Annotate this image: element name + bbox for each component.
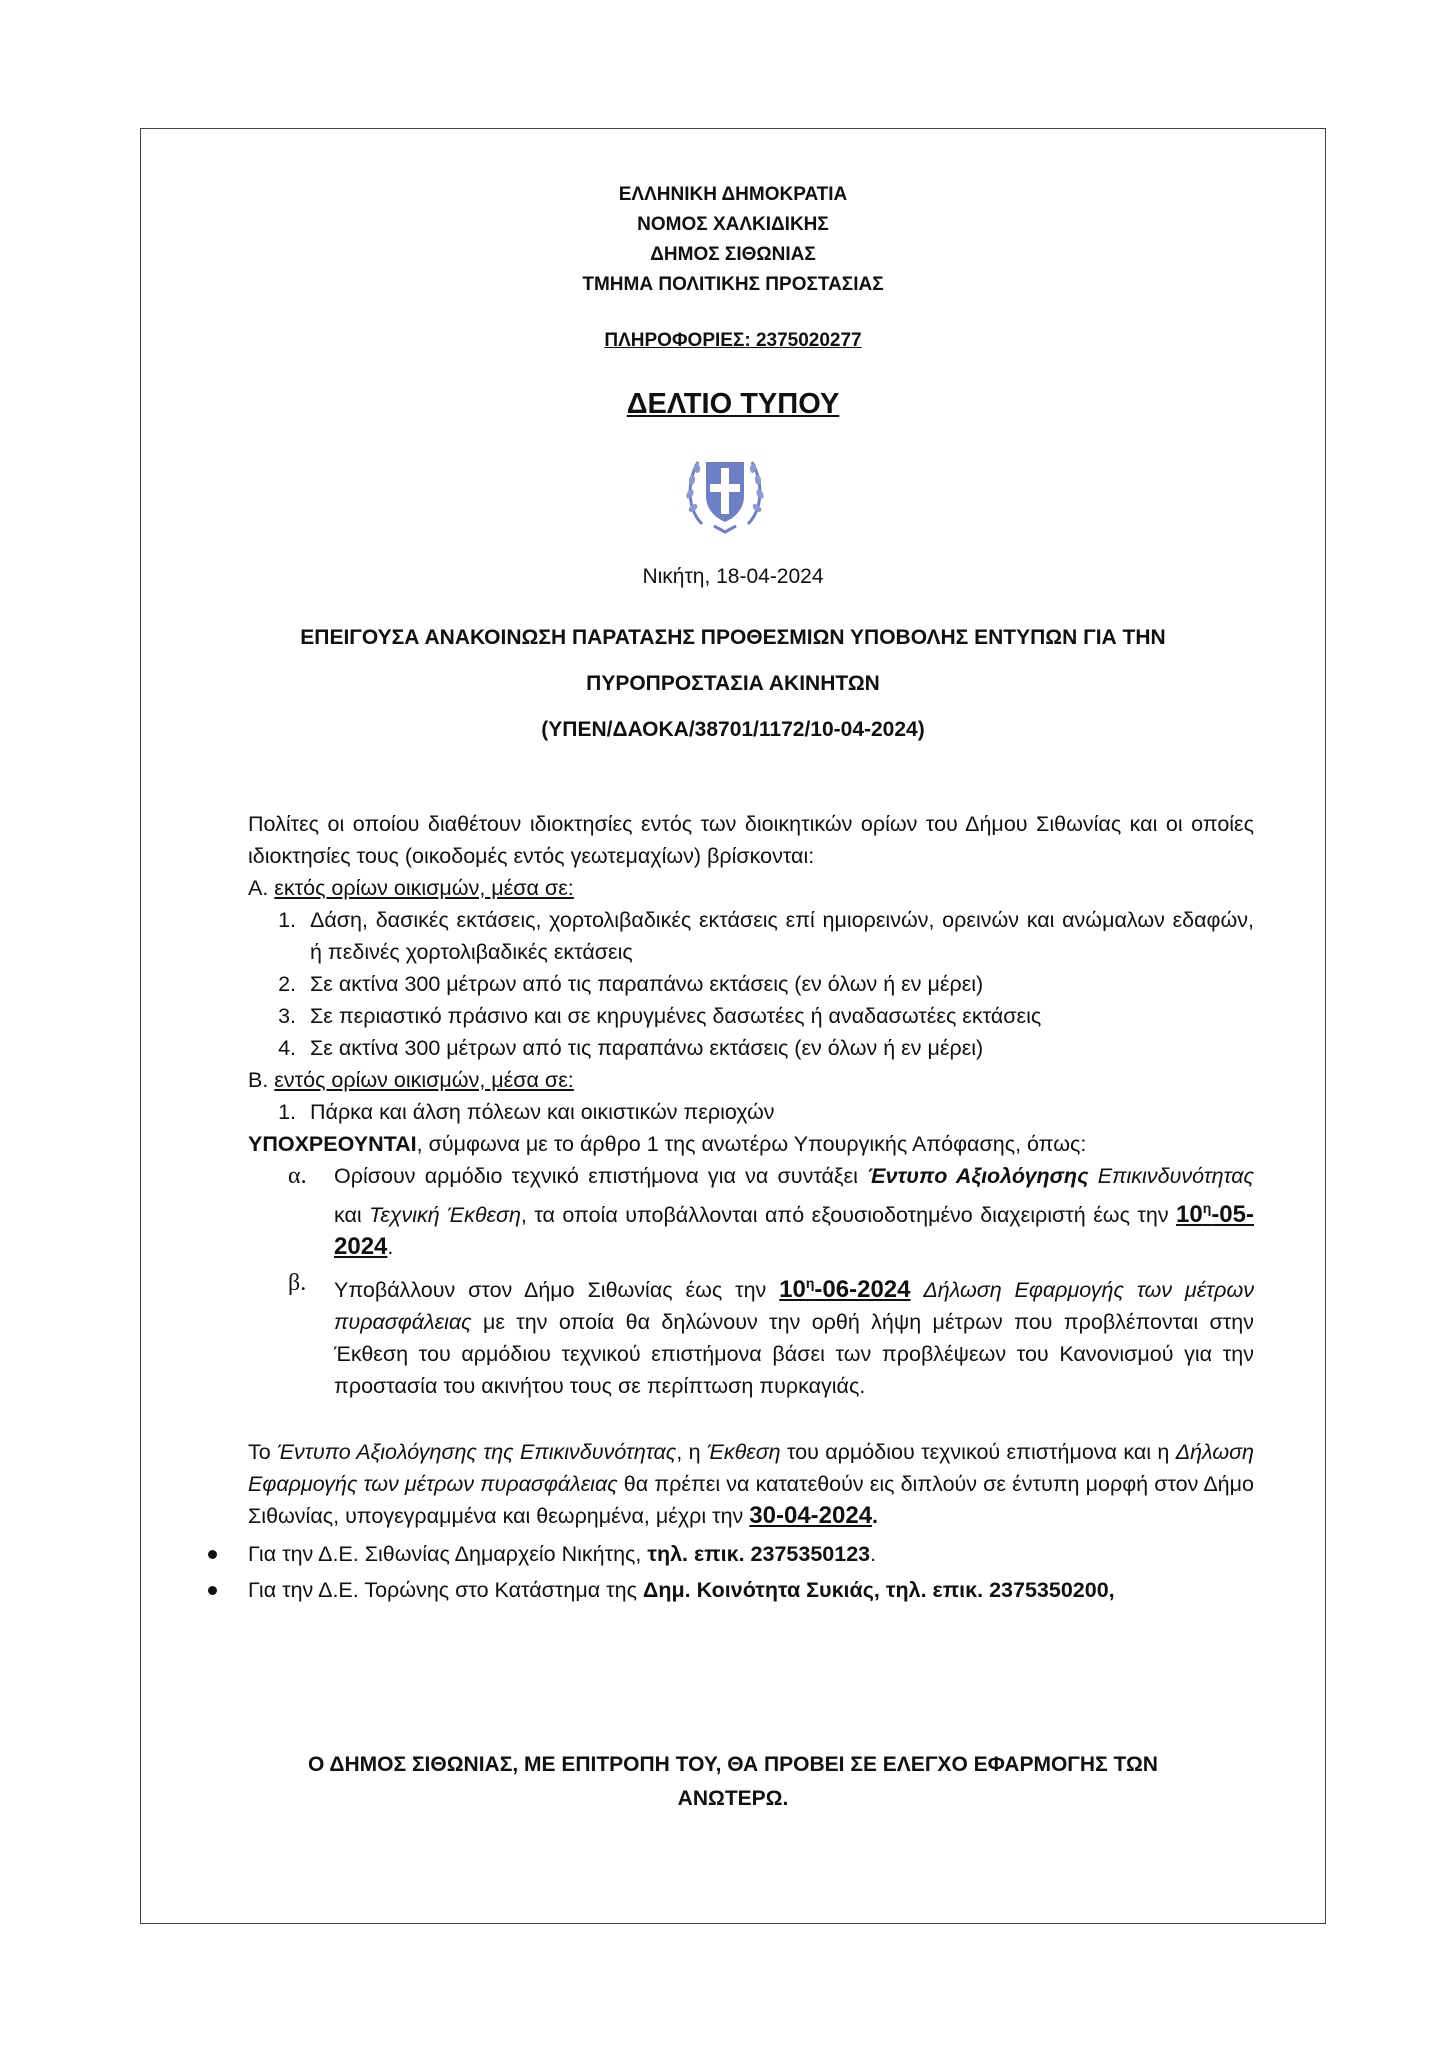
list-item bbox=[248, 968, 1254, 1000]
list-item-text: Πάρκα και άλση πόλεων και οικιστικών περιοχών bbox=[310, 1100, 775, 1124]
obligation-item-beta bbox=[248, 1267, 1254, 1402]
item-text: Υποβάλλουν στον Δήμο Σιθωνίας έως την bbox=[334, 1278, 780, 1302]
closing-line-2: ΑΝΩΤΕΡΩ. bbox=[677, 1787, 789, 1810]
list-item-text: Σε ακτίνα 300 μέτρων από τις παραπάνω εκτάσεις (εν όλων ή εν μέρει) bbox=[310, 1036, 984, 1060]
section-b-prefix: Β. bbox=[248, 1068, 275, 1092]
item-text: , τα οποία υποβάλλονται από εξουσιοδοτημένο διαχειριστή έως την bbox=[520, 1203, 1177, 1227]
press-release-title: ΔΕΛΤΙΟ ΤΥΠΟΥ bbox=[626, 388, 840, 420]
form-name-bold: Έντυπο Αξιολόγησης bbox=[867, 1164, 1089, 1188]
obligation-item-alpha bbox=[248, 1160, 1254, 1263]
list-item-number: 1. bbox=[278, 1100, 296, 1124]
document-date: Νικήτη, 18-04-2024 bbox=[642, 565, 824, 588]
letterhead bbox=[140, 180, 1326, 300]
item-text: και bbox=[334, 1203, 370, 1227]
report-name: Τεχνική Έκθεση bbox=[369, 1203, 521, 1227]
item-text: με την οποία θα δηλώνουν την ορθή λήψη μέτρων που προβλέπονται στην Έκθεση του αρμόδιου τεχνικού επιστήμονα βάσει των προβλέψεων του Κανονισμού για την προστασία του ακινήτου τους σε περίπτωση πυρκαγιάς. bbox=[334, 1310, 1254, 1398]
deadline-day: 10 bbox=[779, 1276, 806, 1303]
obligation-line bbox=[248, 1128, 1254, 1160]
deadline-beta bbox=[779, 1276, 910, 1303]
obligation-text: , σύμφωνα με το άρθρο 1 της ανωτέρω Υπουργικής Απόφασης, όπως: bbox=[416, 1132, 1087, 1156]
item-text: . bbox=[387, 1235, 394, 1259]
section-a-label: εκτός ορίων οικισμών, μέσα σε: bbox=[274, 876, 574, 900]
headline bbox=[140, 615, 1326, 753]
list-item-number: 1. bbox=[278, 908, 296, 932]
form-name-italic: Επικινδυνότητας bbox=[1097, 1164, 1254, 1188]
paragraph-text: . bbox=[872, 1504, 879, 1528]
list-item bbox=[248, 904, 1254, 968]
deadline-suffix: η bbox=[805, 1275, 815, 1291]
section-a-prefix: Α. bbox=[248, 876, 275, 900]
deadline-suffix: η bbox=[1202, 1200, 1212, 1216]
section-b-heading bbox=[248, 1064, 1254, 1096]
headline-line-1: ΕΠΕΙΓΟΥΣΑ ΑΝΑΚΟΙΝΩΣΗ ΠΑΡΑΤΑΣΗΣ ΠΡΟΘΕΣΜΙΩΝ ΥΠΟΒΟΛΗΣ ΕΝΤΥΠΩΝ ΓΙΑ ΤΗΝ bbox=[300, 626, 1166, 649]
letterhead-municipality: ΔΗΜΟΣ ΣΙΘΩΝΙΑΣ bbox=[650, 244, 816, 265]
declaration-name: Δήλωση Εφαρμογής των μέτρων πυρασφάλειας bbox=[334, 1278, 1254, 1334]
list-item-text: Σε περιαστικό πράσινο και σε κηρυγμένες δασωτέες ή αναδασωτέες εκτάσεις bbox=[310, 1004, 1042, 1028]
form-name: Έντυπο Αξιολόγησης της Επικινδυνότητας bbox=[277, 1440, 677, 1464]
headline-line-2: ΠΥΡΟΠΡΟΣΤΑΣΙΑ ΑΚΙΝΗΤΩΝ bbox=[586, 672, 880, 695]
greek-coat-of-arms-icon bbox=[684, 448, 766, 534]
bullet-icon bbox=[208, 1550, 217, 1559]
info-phone: ΠΛΗΡΟΦΟΡΙΕΣ: 2375020277 bbox=[604, 330, 862, 351]
list-item-text: Δάση, δασικές εκτάσεις, χορτολιβαδικές εκτάσεις επί ημιορεινών, ορεινών και ανώμαλων εδαφών, ή πεδινές χορτολιβαδικές εκτάσεις bbox=[310, 908, 1254, 964]
bullet-phone: τηλ. επικ. 2375350123 bbox=[647, 1542, 871, 1566]
deadline-rest: -06-2024 bbox=[814, 1276, 911, 1303]
report-name: Έκθεση bbox=[706, 1440, 781, 1464]
list-item-number: 3. bbox=[278, 1004, 296, 1028]
list-item-number: 2. bbox=[278, 972, 296, 996]
list-item bbox=[248, 1000, 1254, 1032]
list-item bbox=[248, 1032, 1254, 1064]
list-item bbox=[248, 1574, 1254, 1606]
obligation-keyword: ΥΠΟΧΡΕΟΥΝΤΑΙ bbox=[248, 1132, 417, 1156]
letterhead-department: ΤΜΗΜΑ ΠΟΛΙΤΙΚΗΣ ΠΡΟΣΤΑΣΙΑΣ bbox=[582, 274, 884, 295]
letterhead-country: ΕΛΛΗΝΙΚΗ ΔΗΜΟΚΡΑΤΙΑ bbox=[618, 184, 848, 205]
letterhead-prefecture: ΝΟΜΟΣ ΧΑΛΚΙΔΙΚΗΣ bbox=[637, 214, 829, 235]
list-item-number: 4. bbox=[278, 1036, 296, 1060]
closing-line-1: Ο ΔΗΜΟΣ ΣΙΘΩΝΙΑΣ, ΜΕ ΕΠΙΤΡΟΠΗ ΤΟΥ, ΘΑ ΠΡΟΒΕΙ ΣΕ ΕΛΕΓΧΟ ΕΦΑΡΜΟΓΗΣ ΤΩΝ bbox=[308, 1753, 1158, 1776]
item-text bbox=[911, 1278, 924, 1302]
intro-paragraph: Πολίτες οι οποίου διαθέτουν ιδιοκτησίες εντός των διοικητικών ορίων του Δήμου Σιθωνίας και οι οποίες ιδιοκτησίες τους (οικοδομές εντός γεωτεμαχίων) βρίσκονται: bbox=[248, 812, 1254, 868]
deadline-rest: -05-2024 bbox=[334, 1201, 1254, 1260]
paragraph-text: Το bbox=[248, 1440, 278, 1464]
bullet-icon bbox=[208, 1586, 217, 1595]
section-b-label: εντός ορίων οικισμών, μέσα σε: bbox=[274, 1068, 574, 1092]
item-text: Ορίσουν αρμόδιο τεχνικό επιστήμονα για να συντάξει bbox=[334, 1164, 868, 1188]
paragraph-text: , η bbox=[676, 1440, 707, 1464]
list-item bbox=[248, 1096, 1254, 1128]
closing-statement bbox=[140, 1748, 1326, 1816]
bullet-phone: Δημ. Κοινότητα Συκιάς, τηλ. επικ. 2375350200, bbox=[642, 1578, 1115, 1602]
list-item-text: Σε ακτίνα 300 μέτρων από τις παραπάνω εκτάσεις (εν όλων ή εν μέρει) bbox=[310, 972, 984, 996]
headline-reference: (ΥΠΕΝ/ΔΑΟΚΑ/38701/1172/10-04-2024) bbox=[541, 718, 925, 741]
bullet-text: Για την Δ.Ε. Σιθωνίας Δημαρχείο Νικήτης, bbox=[248, 1542, 648, 1566]
item-letter: β. bbox=[288, 1270, 307, 1296]
bullet-text: Για την Δ.Ε. Τορώνης στο Κατάστημα της bbox=[248, 1578, 643, 1602]
bullet-text: . bbox=[870, 1542, 877, 1566]
paragraph-text: του αρμόδιου τεχνικού επιστήμονα και η bbox=[780, 1440, 1176, 1464]
paragraph-text: θα πρέπει να κατατεθούν εις διπλούν σε έντυπη μορφή στον Δήμο Σιθωνίας, υπογεγραμμένα και θεωρημένα, μέχρι την bbox=[248, 1472, 1254, 1528]
final-deadline: 30-04-2024 bbox=[749, 1502, 873, 1529]
deadline-day: 10 bbox=[1176, 1201, 1203, 1228]
item-letter: α. bbox=[288, 1163, 307, 1189]
main-body bbox=[248, 808, 1254, 1606]
declaration-name: Δήλωση Εφαρμογής των μέτρων πυρασφάλειας bbox=[248, 1440, 1254, 1496]
final-paragraph bbox=[248, 1436, 1254, 1532]
list-item bbox=[248, 1538, 1254, 1570]
section-a-heading bbox=[248, 872, 1254, 904]
